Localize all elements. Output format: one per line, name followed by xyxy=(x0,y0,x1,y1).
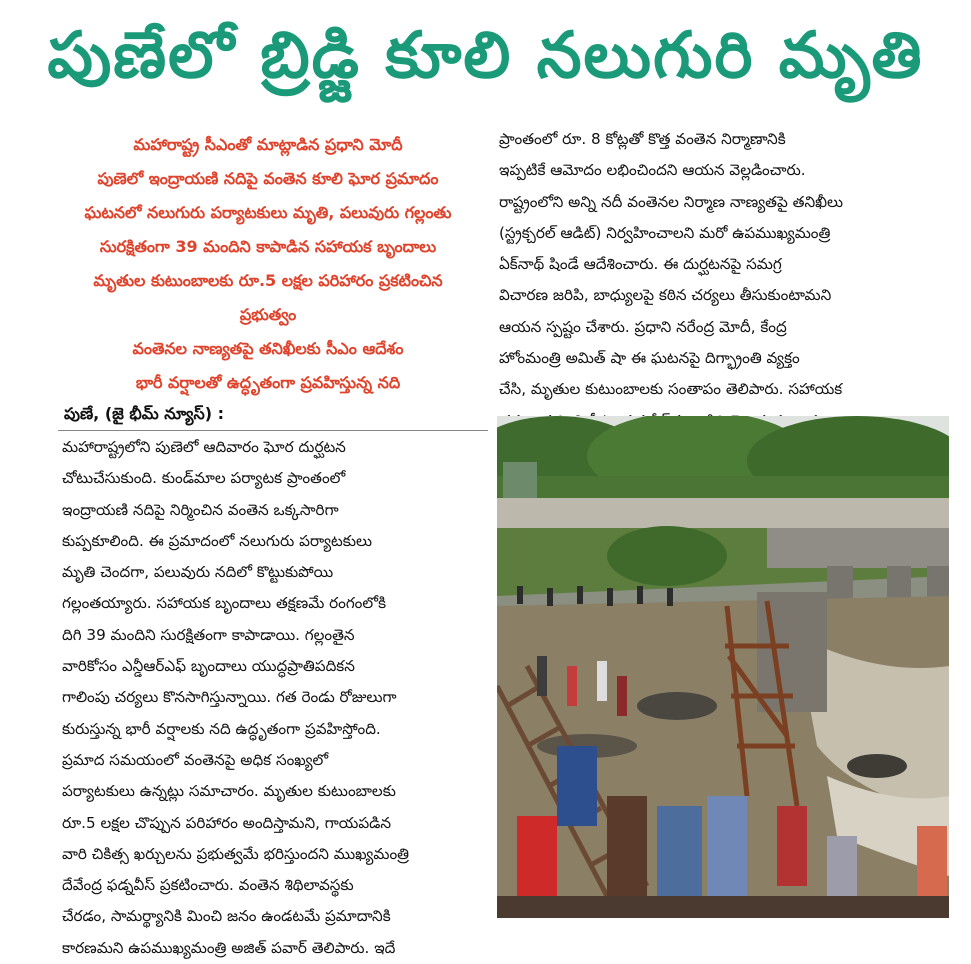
body-line: వారికోసం ఎన్డీఆర్ఎఫ్ బృందాలు యుద్ధప్రాతిపదికన xyxy=(62,657,355,676)
highlight-line: పుణెలో ఇంద్రాయణి నదిపై వంతెన కూలి ఘోర ప్రమాదం xyxy=(97,169,439,188)
highlight-line: మహారాష్ట్ర సీఎంతో మాట్లాడిన ప్రధాని మోదీ xyxy=(133,135,403,154)
body-line: ఆయన స్పష్టం చేశారు. ప్రధాని నరేంద్ర మోదీ, కేంద్ర xyxy=(499,317,787,336)
news-photo xyxy=(497,416,949,918)
body-line: (స్ట్రక్చరల్ ఆడిట్) నిర్వహించాలని మరో ఉపముఖ్యమంత్రి xyxy=(499,223,831,242)
body-line: చేసి, మృతుల కుటుంబాలకు సంతాపం తెలిపారు. సహాయక xyxy=(499,380,843,399)
body-line: గాలింపు చర్యలు కొనసాగిస్తున్నాయి. గత రెండు రోజులుగా xyxy=(62,688,397,707)
body-line: హోంమంత్రి అమిత్ షా ఈ ఘటనపై దిగ్భ్రాంతి వ్యక్తం xyxy=(499,349,800,368)
body-line: దిగి 39 మందిని సురక్షితంగా కాపాడాయి. గల్లంతైన xyxy=(62,625,355,644)
body-line: రాష్ట్రంలోని అన్ని నదీ వంతెనల నిర్మాణ నాణ్యతపై తనిఖీలు xyxy=(499,192,844,211)
body-line: ఏక్‌నాథ్ షిండే ఆదేశించారు. ఈ దుర్ఘటనపై సమగ్ర xyxy=(499,255,782,274)
body-line: ఇప్పటికే ఆమోదం లభించిందని ఆయన వెల్లడించారు. xyxy=(499,161,806,180)
body-line: మృతి చెందగా, పలువురు నదిలో కొట్టుకుపోయి xyxy=(62,563,334,582)
body-line: కురుస్తున్న భారీ వర్షాలకు నది ఉద్ధృతంగా ప్రవహిస్తోంది. xyxy=(62,719,381,738)
body-line: రూ.5 లక్షల చొప్పున పరిహారం అందిస్తామని, గాయపడిన xyxy=(62,813,392,832)
highlight-line: ఘటనలో నలుగురు పర్యాటకులు మృతి, పలువురు గల్లంతు xyxy=(84,203,452,222)
body-line: కారణమని ఉపముఖ్యమంత్రి అజిత్ పవార్ తెలిపారు. ఇదే xyxy=(62,938,396,957)
body-line: కుప్పకూలింది. ఈ ప్రమాదంలో నలుగురు పర్యాటకులు xyxy=(62,531,372,550)
body-line: వారి చికిత్స ఖర్చులను ప్రభుత్వమే భరిస్తుందని ముఖ్యమంత్రి xyxy=(62,844,410,863)
body-line: చోటుచేసుకుంది. కుండ్‌మాల పర్యాటక ప్రాంతంలో xyxy=(62,469,346,488)
highlight-line: మృతుల కుటుంబాలకు రూ.5 లక్షల పరిహారం ప్రకటించిన xyxy=(93,271,443,290)
body-left-column xyxy=(62,432,484,964)
highlight-line: సురక్షితంగా 39 మందిని కాపాడిన సహాయక బృందాలు xyxy=(99,237,437,256)
body-line: పర్యాటకులు ఉన్నట్లు సమాచారం. మృతుల కుటుంబాలకు xyxy=(62,782,396,801)
highlight-line: భారీ వర్షాలతో ఉద్ధృతంగా ప్రవహిస్తున్న నది xyxy=(135,373,401,392)
dateline: పుణే, (జై భీమ్ న్యూస్) : xyxy=(64,404,225,423)
highlights xyxy=(58,128,478,400)
body-line: విచారణ జరిపి, బాధ్యులపై కఠిన చర్యలు తీసుకుంటామని xyxy=(499,286,832,305)
divider xyxy=(58,430,488,431)
highlight-line: వంతెనల నాణ్యతపై తనిఖీలకు సీఎం ఆదేశం xyxy=(132,339,404,358)
body-line: ప్రమాద సమయంలో వంతెనపై అధిక సంఖ్యలో xyxy=(62,750,329,769)
body-line: ఇంద్రాయణి నదిపై నిర్మించిన వంతెన ఒక్కసారిగా xyxy=(62,500,339,519)
body-line: చేరడం, సామర్థ్యానికి మించి జనం ఉండటమే ప్రమాదానికి xyxy=(62,907,391,926)
body-right-column xyxy=(499,124,959,437)
body-line: దేవేంద్ర ఫడ్నవీస్ ప్రకటించారు. వంతెన శిథిలావస్థకు xyxy=(62,876,354,895)
headline: పుణేలో బ్రిడ్జి కూలి నలుగురి మృతి xyxy=(47,19,924,93)
highlight-line: ప్రభుత్వం xyxy=(239,305,297,324)
body-line: ప్రాంతంలో రూ. 8 కోట్లతో కొత్త వంతెన నిర్మాణానికి xyxy=(499,130,786,148)
body-line: మహారాష్ట్రలోని పుణెలో ఆదివారం ఘోర దుర్ఘటన xyxy=(62,438,346,456)
body-line: గల్లంతయ్యారు. సహాయక బృందాలు తక్షణమే రంగంలోకి xyxy=(62,594,387,613)
